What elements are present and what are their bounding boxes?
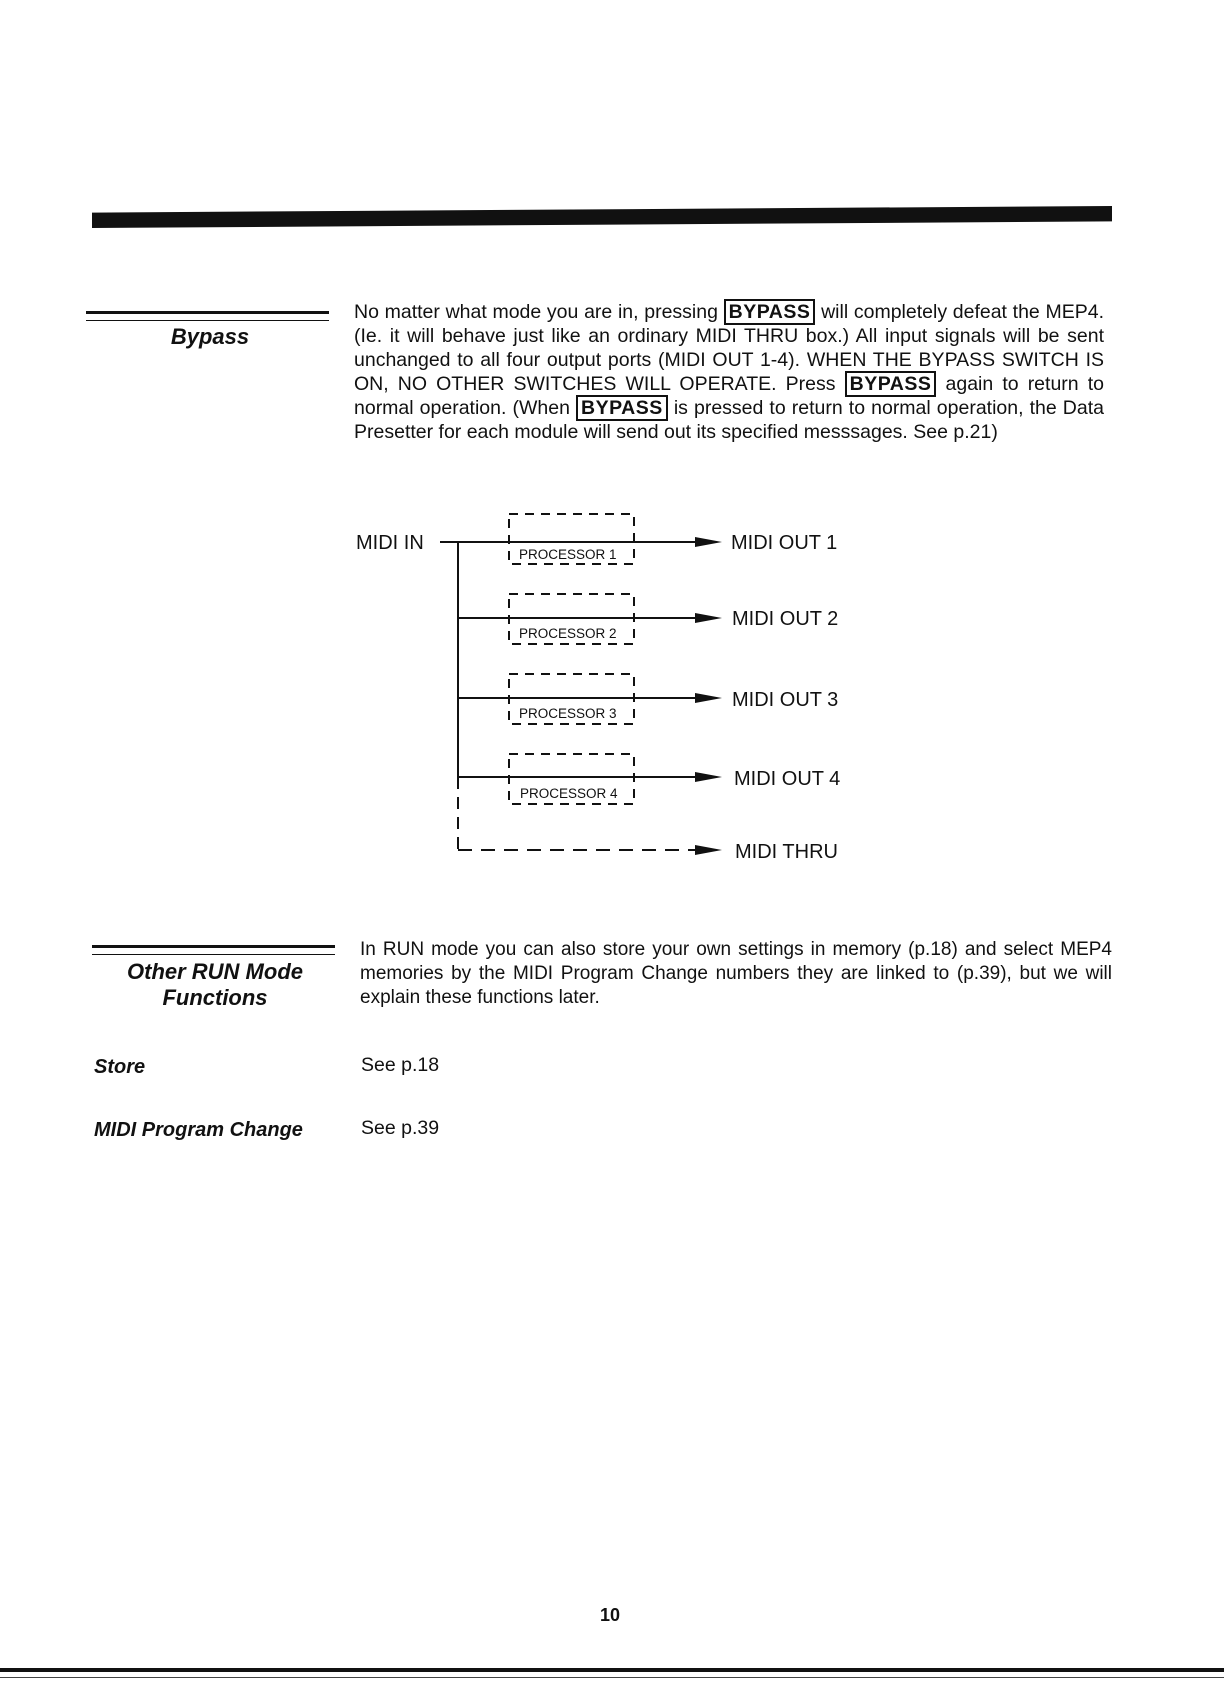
processor-channel-4 [458, 754, 840, 804]
bypass-text-2: will completely defeat the MEP4. (Ie. it will behave just like an ordinary MIDI THRU box.) All input signals will be sent unchanged to all four output ports (MIDI OUT 1-4). WHEN THE BYPASS SWITCH IS ON, NO OTHER SWITCHES WILL OPERATE. Press [354, 301, 1104, 395]
bypass-key: BYPASS [724, 299, 816, 325]
midi-out-label: MIDI OUT 3 [732, 689, 839, 711]
midi-out-label: MIDI OUT 2 [732, 608, 839, 630]
thru-arrowhead [695, 845, 722, 855]
processor-label: PROCESSOR 3 [519, 706, 617, 721]
bypass-text-4: is pressed to return to normal operation, the Data Presetter for each module will send out its specified messsages. See p.21) [354, 397, 1104, 443]
heading-line-1: Other RUN Mode [127, 959, 303, 984]
arrowhead [695, 693, 722, 703]
bypass-text-3: again to return to normal operation. (When [354, 373, 1104, 419]
heading-line-2: Functions [162, 985, 268, 1010]
footer-rule-thin [0, 1677, 1224, 1678]
midi-out-label: MIDI OUT 1 [731, 532, 838, 554]
processor-label: PROCESSOR 4 [520, 786, 618, 801]
processor-label: PROCESSOR 2 [519, 626, 617, 641]
processor-channel-3 [458, 674, 838, 724]
arrowhead [695, 537, 722, 547]
store-label: Store [94, 1056, 146, 1078]
arrowhead [695, 613, 722, 623]
footer-rule [0, 1668, 1224, 1672]
arrowhead [695, 772, 722, 782]
processor-channel-1 [458, 514, 837, 564]
processor-label: PROCESSOR 1 [519, 547, 617, 562]
program-change-reference: See p.39 [361, 1117, 440, 1139]
store-reference: See p.18 [361, 1054, 440, 1076]
bypass-heading: Bypass [170, 324, 250, 349]
midi-in-label: MIDI IN [356, 532, 424, 554]
other-run-mode-heading [100, 959, 330, 1011]
section-rule [92, 945, 335, 955]
bypass-key: BYPASS [845, 371, 937, 397]
other-run-mode-paragraph: In RUN mode you can also store your own settings in memory (p.18) and select MEP4 memories by the MIDI Program Change numbers they are linked to (p.39), but we will explain these functions later. [360, 939, 1112, 1008]
processor-channel-2 [458, 594, 838, 644]
midi-out-label: MIDI OUT 4 [734, 768, 841, 790]
page-number: 10 [600, 1605, 621, 1625]
bypass-text-1: No matter what mode you are in, pressing [354, 301, 718, 323]
midi-thru-label: MIDI THRU [735, 841, 838, 863]
program-change-label: MIDI Program Change [94, 1119, 303, 1141]
bypass-key: BYPASS [576, 395, 668, 421]
